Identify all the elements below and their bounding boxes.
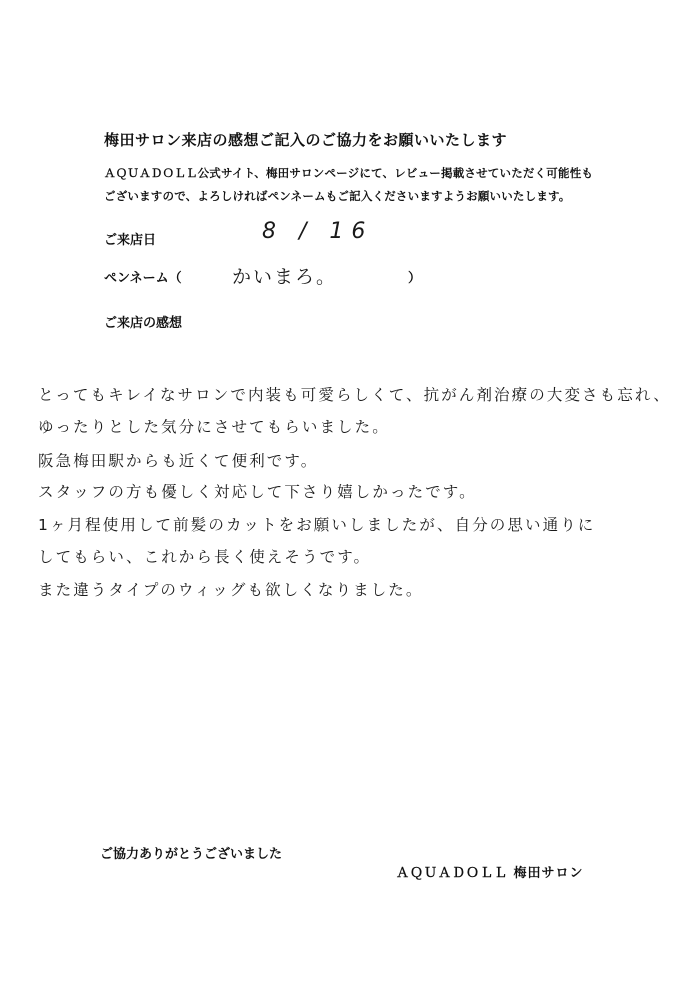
pen-name-handwritten: かいまろ。 xyxy=(232,266,338,288)
impression-label: ご来店の感想 xyxy=(104,316,183,331)
salon-signature: ＡＱＵＡＤＯＬＬ 梅田サロン xyxy=(396,866,584,881)
impression-line: また違うタイプのウィッグも欲しくなりました。 xyxy=(38,581,424,599)
form-title: 梅田サロン来店の感想ご記入のご協力をお願いいたします xyxy=(104,131,508,149)
impression-line: 阪急梅田駅からも近くて便利です。 xyxy=(38,452,319,470)
visit-date-label: ご来店日 xyxy=(104,233,157,248)
impression-line: 1ヶ月程使用して前髪のカットをお願いしましたが、自分の思い通りに xyxy=(38,516,596,534)
impression-line: とってもキレイなサロンで内装も可愛らしくて、抗がん剤治療の大変さも忘れ、 xyxy=(38,386,671,404)
pen-name-close-paren: ） xyxy=(408,271,422,286)
impression-line: してもらい、これから長く使えそうです。 xyxy=(38,548,372,566)
impression-line: スタッフの方も優しく対応して下さり嬉しかったです。 xyxy=(38,483,477,501)
form-intro-text: ＡＱＵＡＤＯＬＬ公式サイト、梅田サロンページにて、レビュー掲載させていただく可能性もございますので、よろしければペンネームもご記入くださいますようお願いいたします。 xyxy=(104,166,594,203)
pen-name-label: ペンネーム（ xyxy=(104,271,182,286)
visit-date-handwritten: 8 / 16 xyxy=(262,219,374,244)
closing-message: ご協力ありがとうございました xyxy=(100,847,283,862)
impression-line: ゆったりとした気分にさせてもらいました。 xyxy=(38,418,390,436)
